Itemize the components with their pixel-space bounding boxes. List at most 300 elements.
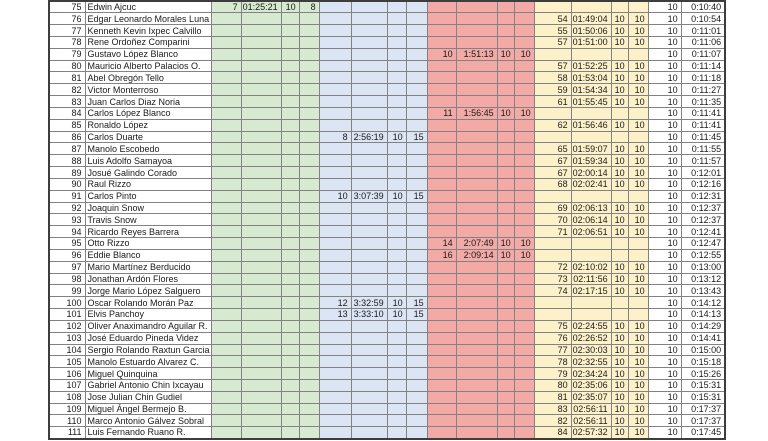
stage4-pts1-cell[interactable]: 10 <box>611 368 628 380</box>
stage1-time-cell[interactable] <box>241 297 281 309</box>
cumulative-time-cell[interactable]: 0:11:41 <box>681 119 725 131</box>
stage3-pts2-cell[interactable] <box>514 320 534 332</box>
stage1-time-cell[interactable] <box>241 427 281 439</box>
stage1-pos-cell[interactable] <box>211 214 241 226</box>
row-number-cell[interactable]: 81 <box>49 72 85 84</box>
stage4-pts1-cell[interactable]: 10 <box>611 143 628 155</box>
stage2-pos-cell[interactable] <box>319 60 351 72</box>
stage1-pos-cell[interactable] <box>211 368 241 380</box>
stage3-pts1-cell[interactable]: 10 <box>497 48 514 60</box>
stage4-pos-cell[interactable]: 67 <box>534 155 571 167</box>
stage1-time-cell[interactable] <box>241 273 281 285</box>
stage2-time-cell[interactable] <box>351 273 387 285</box>
stage1-pos-cell[interactable] <box>211 131 241 143</box>
stage4-time-cell[interactable]: 02:34:24 <box>571 368 611 380</box>
stage2-time-cell[interactable] <box>351 178 387 190</box>
stage3-pts2-cell[interactable] <box>514 131 534 143</box>
stage1-pos-cell[interactable] <box>211 36 241 48</box>
stage1-pos-cell[interactable] <box>211 309 241 321</box>
stage4-pts1-cell[interactable]: 10 <box>611 96 628 108</box>
stage3-pos-cell[interactable] <box>427 13 456 25</box>
row-number-cell[interactable]: 85 <box>49 119 85 131</box>
stage3-pos-cell[interactable] <box>427 427 456 439</box>
cumulative-time-cell[interactable]: 0:17:37 <box>681 415 725 427</box>
stage1-time-cell[interactable] <box>241 332 281 344</box>
stage2-time-cell[interactable] <box>351 36 387 48</box>
stage4-time-cell[interactable] <box>571 107 611 119</box>
bonus-pts-cell[interactable]: 10 <box>648 415 681 427</box>
stage2-pts2-cell[interactable]: 15 <box>406 190 427 202</box>
rider-name-cell[interactable]: Luis Adolfo Samayoa <box>85 155 211 167</box>
bonus-pts-cell[interactable]: 10 <box>648 119 681 131</box>
stage3-pts1-cell[interactable] <box>497 190 514 202</box>
stage2-time-cell[interactable] <box>351 380 387 392</box>
stage1-time-cell[interactable] <box>241 391 281 403</box>
stage1-time-cell[interactable] <box>241 60 281 72</box>
stage2-time-cell[interactable] <box>351 356 387 368</box>
row-number-cell[interactable]: 75 <box>49 1 85 13</box>
stage2-time-cell[interactable] <box>351 332 387 344</box>
stage1-pts2-cell[interactable] <box>299 48 319 60</box>
stage2-pts2-cell[interactable] <box>406 226 427 238</box>
stage2-pts2-cell[interactable] <box>406 273 427 285</box>
rider-name-cell[interactable]: Oscar Rolando Morán Paz <box>85 297 211 309</box>
stage1-pts2-cell[interactable]: 8 <box>299 1 319 13</box>
bonus-pts-cell[interactable]: 10 <box>648 238 681 250</box>
stage3-time-cell[interactable] <box>456 202 497 214</box>
stage2-pts1-cell[interactable] <box>387 25 406 37</box>
row-number-cell[interactable]: 88 <box>49 155 85 167</box>
stage4-pts1-cell[interactable]: 10 <box>611 320 628 332</box>
stage2-pts1-cell[interactable] <box>387 273 406 285</box>
stage2-pts2-cell[interactable] <box>406 96 427 108</box>
row-number-cell[interactable]: 103 <box>49 332 85 344</box>
rider-name-cell[interactable]: Carlos Pinto <box>85 190 211 202</box>
row-number-cell[interactable]: 92 <box>49 202 85 214</box>
stage3-pts2-cell[interactable]: 10 <box>514 238 534 250</box>
row-number-cell[interactable]: 79 <box>49 48 85 60</box>
stage2-pts2-cell[interactable] <box>406 261 427 273</box>
stage2-pts2-cell[interactable] <box>406 427 427 439</box>
row-number-cell[interactable]: 101 <box>49 309 85 321</box>
stage3-pts2-cell[interactable] <box>514 261 534 273</box>
stage2-time-cell[interactable]: 2:56:19 <box>351 131 387 143</box>
stage1-pts1-cell[interactable] <box>281 131 299 143</box>
stage1-pts2-cell[interactable] <box>299 249 319 261</box>
stage3-pos-cell[interactable] <box>427 285 456 297</box>
stage2-time-cell[interactable] <box>351 48 387 60</box>
stage2-pts2-cell[interactable] <box>406 167 427 179</box>
stage2-pts2-cell[interactable] <box>406 202 427 214</box>
stage3-pts1-cell[interactable] <box>497 297 514 309</box>
stage1-pts2-cell[interactable] <box>299 178 319 190</box>
stage1-pos-cell[interactable] <box>211 415 241 427</box>
stage2-pts1-cell[interactable] <box>387 107 406 119</box>
stage3-pts1-cell[interactable] <box>497 25 514 37</box>
stage4-pts2-cell[interactable]: 10 <box>628 261 648 273</box>
stage4-pos-cell[interactable]: 67 <box>534 167 571 179</box>
stage3-time-cell[interactable] <box>456 344 497 356</box>
stage1-pts2-cell[interactable] <box>299 297 319 309</box>
rider-name-cell[interactable]: Edwin Ajcuc <box>85 1 211 13</box>
stage1-pos-cell[interactable] <box>211 48 241 60</box>
cumulative-time-cell[interactable]: 0:11:07 <box>681 48 725 60</box>
stage4-pts2-cell[interactable] <box>628 297 648 309</box>
stage4-pos-cell[interactable] <box>534 190 571 202</box>
stage3-pts2-cell[interactable] <box>514 368 534 380</box>
stage4-time-cell[interactable]: 02:35:06 <box>571 380 611 392</box>
stage1-pos-cell[interactable]: 7 <box>211 1 241 13</box>
row-number-cell[interactable]: 93 <box>49 214 85 226</box>
stage4-pos-cell[interactable]: 59 <box>534 84 571 96</box>
stage1-pts1-cell[interactable] <box>281 72 299 84</box>
stage4-pts2-cell[interactable]: 10 <box>628 178 648 190</box>
stage4-pts1-cell[interactable]: 10 <box>611 72 628 84</box>
stage4-time-cell[interactable]: 02:30:03 <box>571 344 611 356</box>
stage2-pts2-cell[interactable]: 15 <box>406 309 427 321</box>
stage1-pts2-cell[interactable] <box>299 403 319 415</box>
stage3-time-cell[interactable] <box>456 391 497 403</box>
stage2-pts1-cell[interactable] <box>387 249 406 261</box>
stage1-pts2-cell[interactable] <box>299 25 319 37</box>
stage3-pts2-cell[interactable] <box>514 391 534 403</box>
stage2-pts1-cell[interactable] <box>387 344 406 356</box>
stage1-pts2-cell[interactable] <box>299 356 319 368</box>
stage2-pts1-cell[interactable] <box>387 238 406 250</box>
stage3-pos-cell[interactable] <box>427 261 456 273</box>
stage3-time-cell[interactable] <box>456 261 497 273</box>
stage4-pts2-cell[interactable]: 10 <box>628 427 648 439</box>
stage3-pos-cell[interactable] <box>427 415 456 427</box>
stage4-pos-cell[interactable]: 61 <box>534 96 571 108</box>
stage2-pts1-cell[interactable] <box>387 1 406 13</box>
stage4-pts2-cell[interactable]: 10 <box>628 119 648 131</box>
stage3-time-cell[interactable] <box>456 368 497 380</box>
stage2-pts1-cell[interactable] <box>387 391 406 403</box>
stage1-pts2-cell[interactable] <box>299 13 319 25</box>
stage1-pos-cell[interactable] <box>211 356 241 368</box>
stage4-pts1-cell[interactable] <box>611 107 628 119</box>
stage2-time-cell[interactable] <box>351 25 387 37</box>
bonus-pts-cell[interactable]: 10 <box>648 84 681 96</box>
stage4-pos-cell[interactable]: 58 <box>534 72 571 84</box>
stage1-pts1-cell[interactable] <box>281 403 299 415</box>
stage1-pos-cell[interactable] <box>211 238 241 250</box>
row-number-cell[interactable]: 78 <box>49 36 85 48</box>
stage3-pts1-cell[interactable]: 10 <box>497 249 514 261</box>
stage3-time-cell[interactable] <box>456 190 497 202</box>
stage4-pts2-cell[interactable]: 10 <box>628 368 648 380</box>
cumulative-time-cell[interactable]: 0:15:00 <box>681 344 725 356</box>
stage3-time-cell[interactable] <box>456 84 497 96</box>
stage4-pts2-cell[interactable]: 10 <box>628 226 648 238</box>
bonus-pts-cell[interactable]: 10 <box>648 226 681 238</box>
stage3-time-cell[interactable] <box>456 178 497 190</box>
row-number-cell[interactable]: 110 <box>49 415 85 427</box>
stage2-pos-cell[interactable] <box>319 72 351 84</box>
stage4-time-cell[interactable]: 02:35:07 <box>571 391 611 403</box>
stage2-pts1-cell[interactable]: 10 <box>387 297 406 309</box>
stage2-pts2-cell[interactable] <box>406 403 427 415</box>
stage3-pts1-cell[interactable] <box>497 214 514 226</box>
cumulative-time-cell[interactable]: 0:12:47 <box>681 238 725 250</box>
stage4-time-cell[interactable]: 01:59:34 <box>571 155 611 167</box>
stage3-pts2-cell[interactable] <box>514 309 534 321</box>
stage3-pos-cell[interactable] <box>427 119 456 131</box>
stage2-pts2-cell[interactable] <box>406 84 427 96</box>
stage4-pos-cell[interactable]: 65 <box>534 143 571 155</box>
stage4-pts2-cell[interactable]: 10 <box>628 380 648 392</box>
stage3-pos-cell[interactable] <box>427 84 456 96</box>
stage2-time-cell[interactable]: 3:33:10 <box>351 309 387 321</box>
stage1-pos-cell[interactable] <box>211 190 241 202</box>
cumulative-time-cell[interactable]: 0:12:55 <box>681 249 725 261</box>
stage1-time-cell[interactable] <box>241 320 281 332</box>
stage2-pts2-cell[interactable] <box>406 332 427 344</box>
rider-name-cell[interactable]: Luis Fernando Ruano R. <box>85 427 211 439</box>
stage3-time-cell[interactable] <box>456 72 497 84</box>
stage3-time-cell[interactable] <box>456 273 497 285</box>
stage4-pts1-cell[interactable]: 10 <box>611 285 628 297</box>
stage3-pts2-cell[interactable] <box>514 415 534 427</box>
bonus-pts-cell[interactable]: 10 <box>648 427 681 439</box>
stage3-pos-cell[interactable] <box>427 226 456 238</box>
stage1-pts1-cell[interactable] <box>281 167 299 179</box>
stage1-time-cell[interactable] <box>241 131 281 143</box>
stage3-time-cell[interactable] <box>456 427 497 439</box>
stage2-pts1-cell[interactable] <box>387 415 406 427</box>
stage1-pts1-cell[interactable] <box>281 427 299 439</box>
stage4-pts2-cell[interactable] <box>628 1 648 13</box>
rider-name-cell[interactable]: Jonathan Ardón Flores <box>85 273 211 285</box>
stage3-time-cell[interactable] <box>456 309 497 321</box>
stage3-pos-cell[interactable] <box>427 309 456 321</box>
stage3-time-cell[interactable] <box>456 131 497 143</box>
bonus-pts-cell[interactable]: 10 <box>648 72 681 84</box>
stage1-pts1-cell[interactable] <box>281 309 299 321</box>
cumulative-time-cell[interactable]: 0:11:41 <box>681 107 725 119</box>
stage1-time-cell[interactable] <box>241 261 281 273</box>
bonus-pts-cell[interactable]: 10 <box>648 131 681 143</box>
stage2-pts1-cell[interactable] <box>387 13 406 25</box>
stage1-pts1-cell[interactable] <box>281 202 299 214</box>
stage1-pts1-cell[interactable] <box>281 226 299 238</box>
stage2-pts1-cell[interactable] <box>387 119 406 131</box>
stage2-pts1-cell[interactable] <box>387 226 406 238</box>
stage2-pos-cell[interactable] <box>319 391 351 403</box>
stage1-pos-cell[interactable] <box>211 332 241 344</box>
row-number-cell[interactable]: 94 <box>49 226 85 238</box>
stage2-pos-cell[interactable] <box>319 178 351 190</box>
stage1-pts1-cell[interactable] <box>281 48 299 60</box>
stage4-pts1-cell[interactable]: 10 <box>611 380 628 392</box>
cumulative-time-cell[interactable]: 0:15:26 <box>681 368 725 380</box>
stage2-pts2-cell[interactable] <box>406 119 427 131</box>
stage3-pts1-cell[interactable] <box>497 202 514 214</box>
stage4-pts2-cell[interactable]: 10 <box>628 84 648 96</box>
stage3-time-cell[interactable] <box>456 380 497 392</box>
stage4-pts2-cell[interactable]: 10 <box>628 25 648 37</box>
stage3-time-cell[interactable] <box>456 167 497 179</box>
stage4-time-cell[interactable] <box>571 309 611 321</box>
bonus-pts-cell[interactable]: 10 <box>648 13 681 25</box>
stage2-pts1-cell[interactable] <box>387 72 406 84</box>
stage1-time-cell[interactable] <box>241 107 281 119</box>
stage4-pts1-cell[interactable]: 10 <box>611 391 628 403</box>
stage4-time-cell[interactable]: 02:06:13 <box>571 202 611 214</box>
stage2-pts2-cell[interactable] <box>406 60 427 72</box>
stage3-time-cell[interactable] <box>456 297 497 309</box>
stage2-pts1-cell[interactable] <box>387 368 406 380</box>
stage4-pts1-cell[interactable] <box>611 309 628 321</box>
rider-name-cell[interactable]: Joaquin Snow <box>85 202 211 214</box>
stage4-pts1-cell[interactable] <box>611 48 628 60</box>
stage1-pos-cell[interactable] <box>211 143 241 155</box>
stage4-pos-cell[interactable] <box>534 1 571 13</box>
stage3-pts2-cell[interactable] <box>514 356 534 368</box>
stage2-time-cell[interactable]: 3:32:59 <box>351 297 387 309</box>
stage2-pos-cell[interactable] <box>319 238 351 250</box>
stage3-pts1-cell[interactable] <box>497 226 514 238</box>
stage1-pos-cell[interactable] <box>211 380 241 392</box>
stage4-pts2-cell[interactable]: 10 <box>628 167 648 179</box>
stage3-pts2-cell[interactable] <box>514 84 534 96</box>
stage4-pos-cell[interactable]: 71 <box>534 226 571 238</box>
cumulative-time-cell[interactable]: 0:10:54 <box>681 13 725 25</box>
stage3-pts2-cell[interactable] <box>514 273 534 285</box>
stage4-time-cell[interactable]: 02:57:32 <box>571 427 611 439</box>
stage1-pos-cell[interactable] <box>211 320 241 332</box>
stage1-time-cell[interactable] <box>241 72 281 84</box>
stage1-time-cell[interactable] <box>241 309 281 321</box>
stage4-time-cell[interactable] <box>571 1 611 13</box>
stage4-time-cell[interactable]: 02:32:55 <box>571 356 611 368</box>
cumulative-time-cell[interactable]: 0:12:16 <box>681 178 725 190</box>
stage3-pos-cell[interactable] <box>427 190 456 202</box>
stage3-pos-cell[interactable] <box>427 320 456 332</box>
stage2-pos-cell[interactable] <box>319 415 351 427</box>
stage4-pts2-cell[interactable]: 10 <box>628 403 648 415</box>
stage1-pos-cell[interactable] <box>211 273 241 285</box>
stage3-pts1-cell[interactable] <box>497 96 514 108</box>
stage3-pts2-cell[interactable] <box>514 332 534 344</box>
stage3-time-cell[interactable] <box>456 60 497 72</box>
bonus-pts-cell[interactable]: 10 <box>648 273 681 285</box>
stage4-pts1-cell[interactable]: 10 <box>611 226 628 238</box>
stage4-pts1-cell[interactable]: 10 <box>611 273 628 285</box>
stage2-pos-cell[interactable] <box>319 48 351 60</box>
stage3-pts2-cell[interactable] <box>514 1 534 13</box>
stage2-pos-cell[interactable] <box>319 202 351 214</box>
cumulative-time-cell[interactable]: 0:11:55 <box>681 143 725 155</box>
stage1-pos-cell[interactable] <box>211 155 241 167</box>
stage1-time-cell[interactable] <box>241 167 281 179</box>
rider-name-cell[interactable]: Elvis Panchoy <box>85 309 211 321</box>
stage2-pts2-cell[interactable] <box>406 107 427 119</box>
stage4-pts1-cell[interactable] <box>611 190 628 202</box>
stage3-time-cell[interactable] <box>456 226 497 238</box>
stage4-time-cell[interactable]: 01:54:34 <box>571 84 611 96</box>
rider-name-cell[interactable]: Sergio Rolando Raxtun Garcia <box>85 344 211 356</box>
stage2-time-cell[interactable] <box>351 1 387 13</box>
stage2-time-cell[interactable] <box>351 13 387 25</box>
stage1-pts1-cell[interactable] <box>281 261 299 273</box>
stage2-pts1-cell[interactable] <box>387 178 406 190</box>
cumulative-time-cell[interactable]: 0:12:31 <box>681 190 725 202</box>
stage1-pos-cell[interactable] <box>211 249 241 261</box>
stage1-time-cell[interactable] <box>241 178 281 190</box>
stage2-pos-cell[interactable]: 13 <box>319 309 351 321</box>
stage4-pos-cell[interactable]: 57 <box>534 36 571 48</box>
stage1-time-cell[interactable] <box>241 356 281 368</box>
stage1-pos-cell[interactable] <box>211 427 241 439</box>
stage4-pts1-cell[interactable]: 10 <box>611 13 628 25</box>
stage2-pts2-cell[interactable] <box>406 415 427 427</box>
stage4-pts2-cell[interactable] <box>628 131 648 143</box>
bonus-pts-cell[interactable]: 10 <box>648 309 681 321</box>
stage1-pos-cell[interactable] <box>211 84 241 96</box>
stage2-time-cell[interactable] <box>351 96 387 108</box>
stage3-pts1-cell[interactable] <box>497 368 514 380</box>
cumulative-time-cell[interactable]: 0:13:43 <box>681 285 725 297</box>
stage2-pts2-cell[interactable] <box>406 344 427 356</box>
stage1-pts1-cell[interactable] <box>281 84 299 96</box>
stage4-time-cell[interactable] <box>571 238 611 250</box>
stage2-pos-cell[interactable] <box>319 356 351 368</box>
stage3-pts1-cell[interactable] <box>497 309 514 321</box>
stage1-pts2-cell[interactable] <box>299 143 319 155</box>
stage2-pts2-cell[interactable] <box>406 155 427 167</box>
stage3-time-cell[interactable] <box>456 356 497 368</box>
stage2-time-cell[interactable] <box>351 344 387 356</box>
bonus-pts-cell[interactable]: 10 <box>648 380 681 392</box>
stage4-time-cell[interactable]: 02:56:11 <box>571 403 611 415</box>
bonus-pts-cell[interactable]: 10 <box>648 249 681 261</box>
rider-name-cell[interactable]: Edgar Leonardo Morales Luna <box>85 13 211 25</box>
rider-name-cell[interactable]: Manolo Escobedo <box>85 143 211 155</box>
stage3-pts2-cell[interactable] <box>514 36 534 48</box>
stage4-time-cell[interactable] <box>571 131 611 143</box>
cumulative-time-cell[interactable]: 0:11:27 <box>681 84 725 96</box>
stage2-pts1-cell[interactable] <box>387 427 406 439</box>
stage1-pts1-cell[interactable] <box>281 25 299 37</box>
stage2-pts1-cell[interactable] <box>387 261 406 273</box>
stage1-pos-cell[interactable] <box>211 167 241 179</box>
stage2-pos-cell[interactable] <box>319 155 351 167</box>
stage4-pts2-cell[interactable]: 10 <box>628 391 648 403</box>
stage3-pos-cell[interactable] <box>427 25 456 37</box>
stage2-time-cell[interactable] <box>351 427 387 439</box>
rider-name-cell[interactable]: Jorge Mario López Salguero <box>85 285 211 297</box>
stage1-pts2-cell[interactable] <box>299 427 319 439</box>
stage2-pos-cell[interactable] <box>319 249 351 261</box>
stage2-pts2-cell[interactable] <box>406 13 427 25</box>
stage3-pos-cell[interactable]: 10 <box>427 48 456 60</box>
rider-name-cell[interactable]: Josué Galindo Corado <box>85 167 211 179</box>
stage2-pos-cell[interactable] <box>319 403 351 415</box>
stage1-pts1-cell[interactable] <box>281 60 299 72</box>
bonus-pts-cell[interactable]: 10 <box>648 403 681 415</box>
stage3-time-cell[interactable]: 2:09:14 <box>456 249 497 261</box>
stage4-pts2-cell[interactable] <box>628 107 648 119</box>
stage4-pts1-cell[interactable]: 10 <box>611 84 628 96</box>
rider-name-cell[interactable]: Miguel Quinquina <box>85 368 211 380</box>
row-number-cell[interactable]: 96 <box>49 249 85 261</box>
stage1-pts2-cell[interactable] <box>299 261 319 273</box>
stage3-pts1-cell[interactable]: 10 <box>497 238 514 250</box>
row-number-cell[interactable]: 102 <box>49 320 85 332</box>
stage1-pts2-cell[interactable] <box>299 96 319 108</box>
